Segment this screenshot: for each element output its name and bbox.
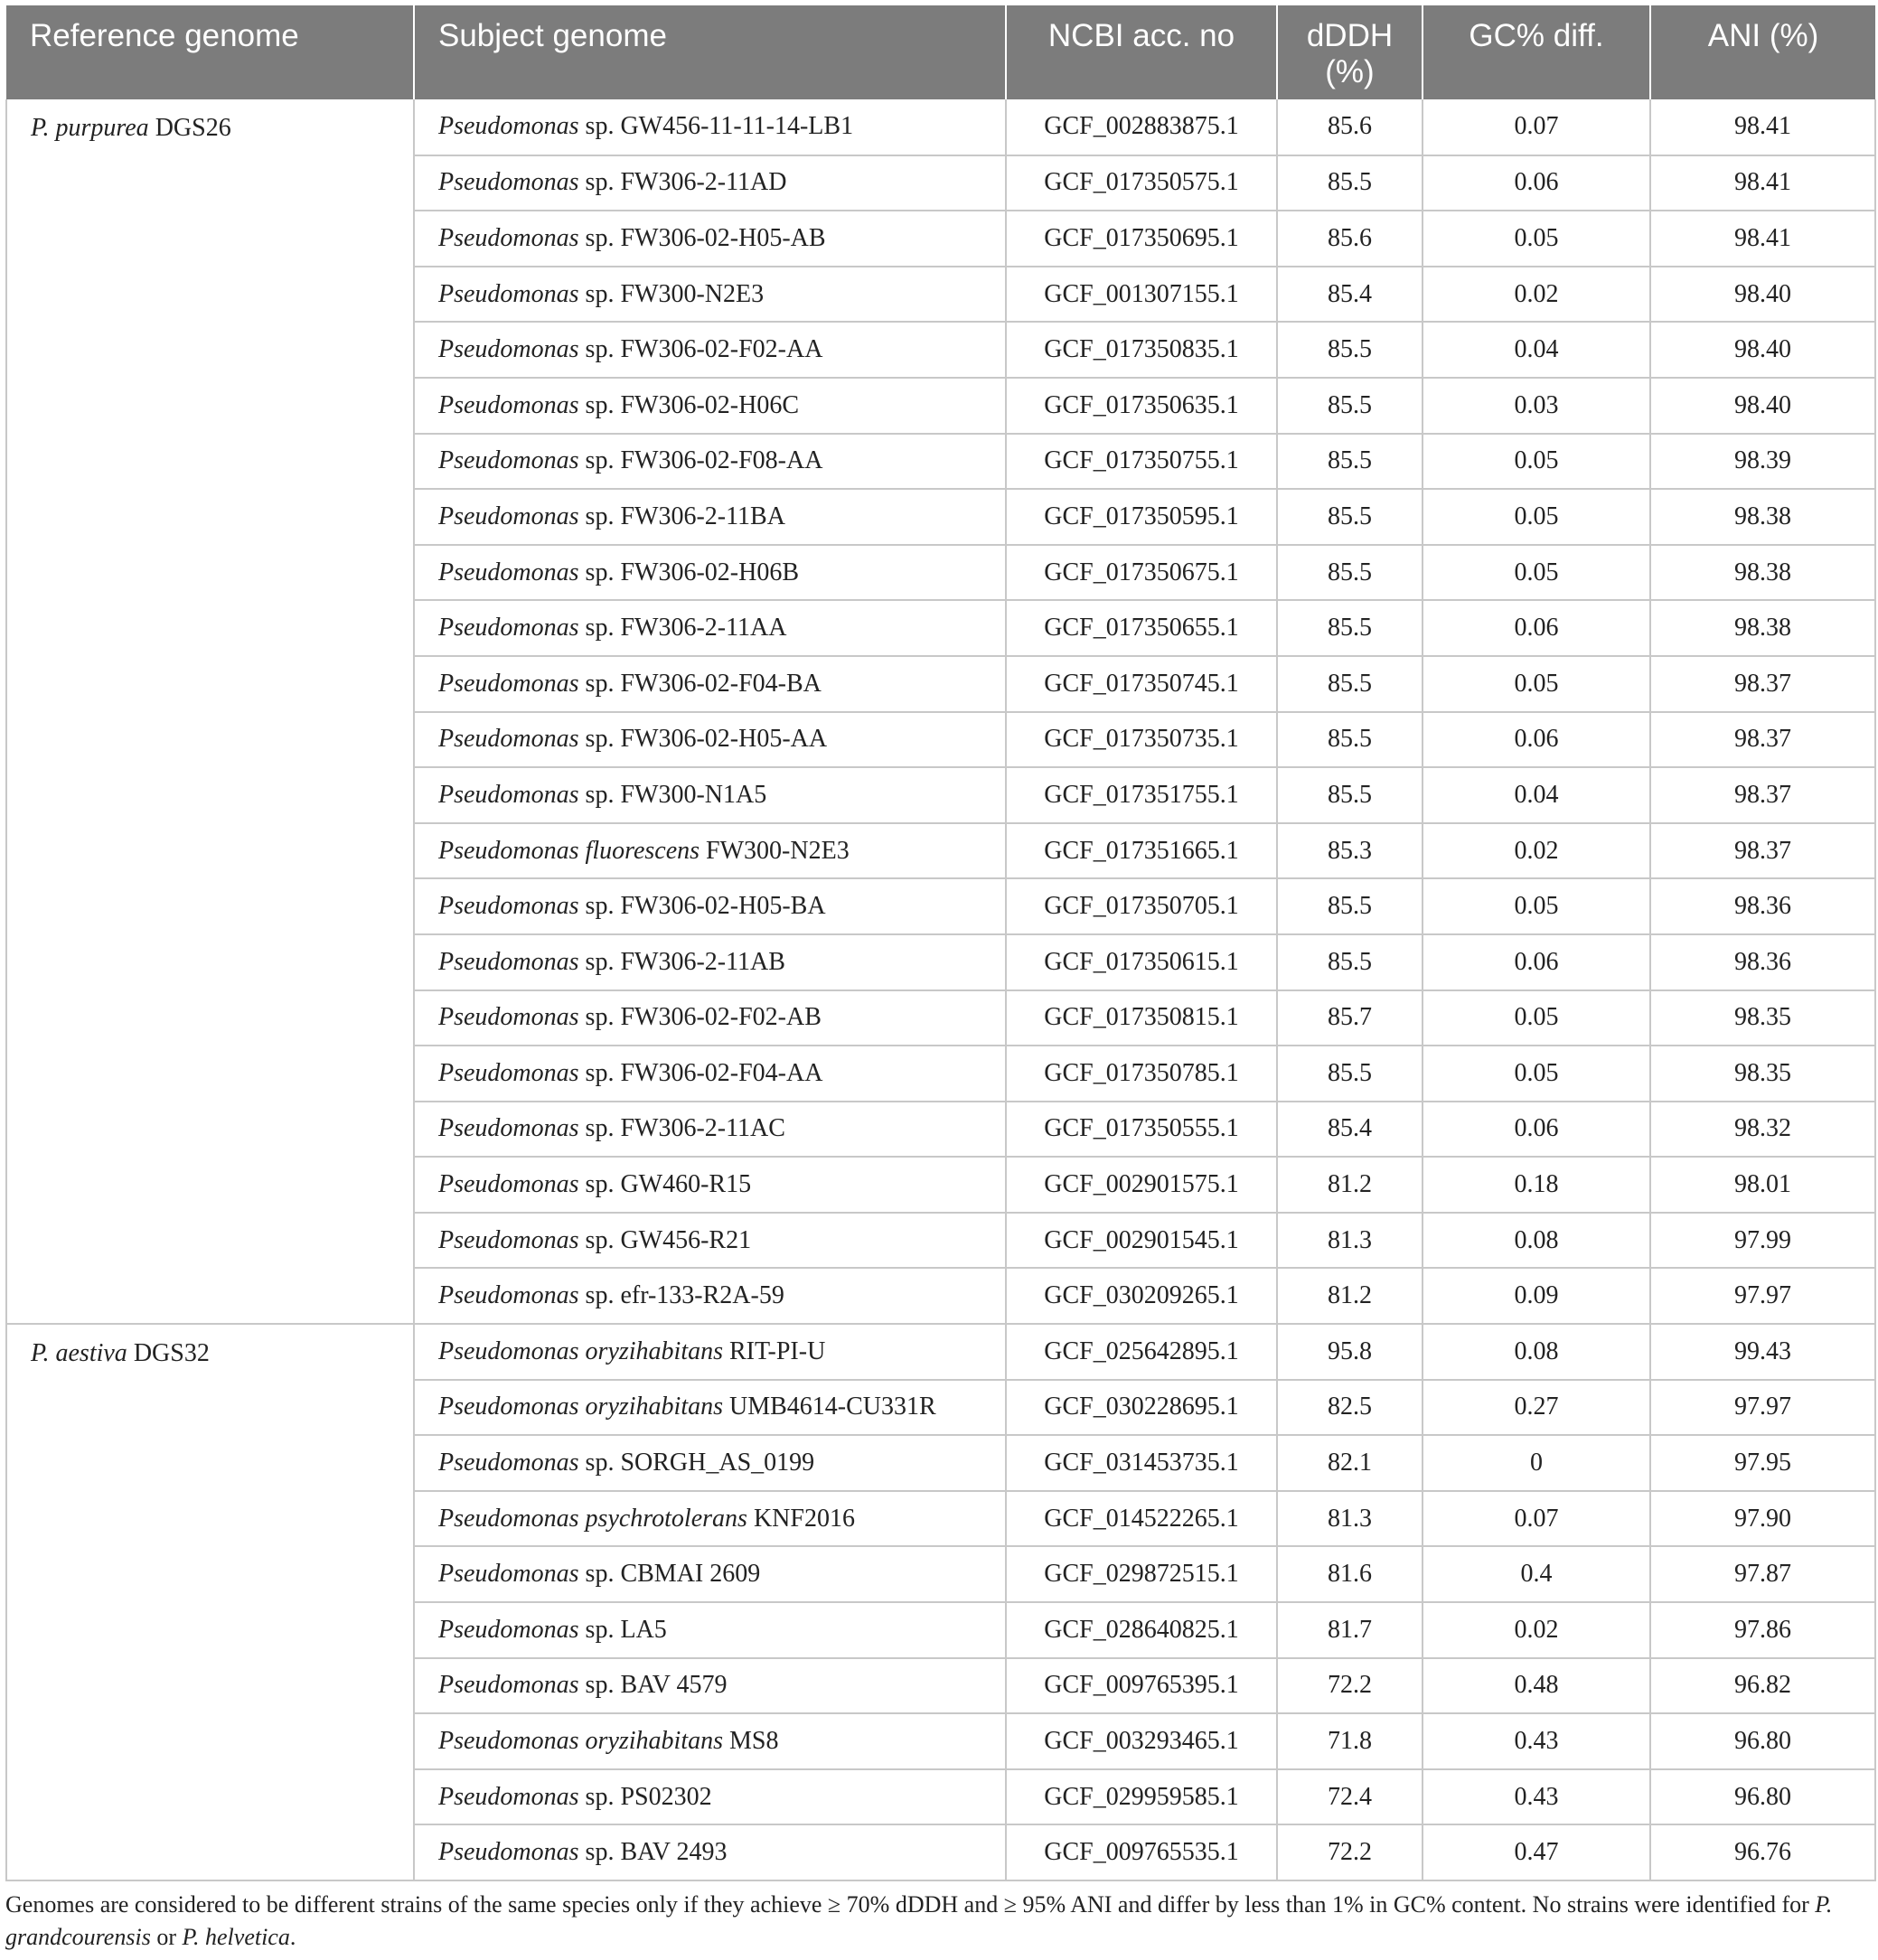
dddh-cell: 85.3: [1277, 823, 1423, 879]
dddh-cell: 81.3: [1277, 1213, 1423, 1269]
dddh-cell: 85.5: [1277, 656, 1423, 712]
subject-species: Pseudomonas: [438, 1170, 579, 1199]
subject-strain: sp. GW460-R15: [578, 1170, 752, 1199]
subject-strain: sp. FW306-2-11AB: [578, 947, 785, 976]
dddh-cell: 85.4: [1277, 1102, 1423, 1158]
ani-cell: 97.97: [1650, 1380, 1875, 1436]
gc-diff-cell: 0.04: [1423, 322, 1650, 378]
dddh-cell: 85.5: [1277, 934, 1423, 990]
subject-genome-cell: [414, 1157, 1006, 1213]
subject-genome-cell: [414, 545, 1006, 601]
dddh-cell: 85.6: [1277, 99, 1423, 155]
gc-diff-cell: 0.05: [1423, 489, 1650, 545]
ncbi-acc-cell: GCF_017350635.1: [1006, 378, 1277, 434]
subject-species: Pseudomonas: [438, 1114, 579, 1143]
gc-diff-cell: 0: [1423, 1435, 1650, 1491]
subject-strain: sp. FW306-2-11AA: [578, 614, 787, 642]
table-header: [6, 5, 1875, 99]
gc-diff-cell: 0.05: [1423, 434, 1650, 490]
ani-cell: 98.35: [1650, 1046, 1875, 1102]
gc-diff-cell: 0.02: [1423, 267, 1650, 323]
subject-strain: sp. FW300-N1A5: [578, 780, 767, 809]
ani-cell: 96.76: [1650, 1824, 1875, 1880]
subject-strain: MS8: [723, 1727, 779, 1756]
header-subject-genome: Subject genome: [414, 5, 1006, 99]
subject-strain: sp. FW306-2-11AD: [578, 168, 787, 197]
ncbi-acc-cell: GCF_017350575.1: [1006, 155, 1277, 211]
dddh-cell: 85.5: [1277, 712, 1423, 768]
reference-genome-cell: [6, 1324, 414, 1880]
subject-species: Pseudomonas fluorescens: [438, 836, 700, 865]
ncbi-acc-cell: GCF_017350755.1: [1006, 434, 1277, 490]
gc-diff-cell: 0.04: [1423, 767, 1650, 823]
subject-genome-cell: [414, 1435, 1006, 1491]
subject-strain: sp. FW306-02-H05-BA: [578, 892, 826, 921]
ncbi-acc-cell: GCF_017350675.1: [1006, 545, 1277, 601]
ani-cell: 98.39: [1650, 434, 1875, 490]
subject-strain: sp. GW456-11-11-14-LB1: [578, 112, 854, 141]
subject-genome-cell: [414, 99, 1006, 155]
subject-species: Pseudomonas: [438, 1671, 579, 1700]
dddh-cell: 85.5: [1277, 1046, 1423, 1102]
footnote-end: .: [289, 1924, 296, 1950]
dddh-cell: 85.5: [1277, 767, 1423, 823]
gc-diff-cell: 0.08: [1423, 1324, 1650, 1380]
ncbi-acc-cell: GCF_017350815.1: [1006, 990, 1277, 1046]
gc-diff-cell: 0.09: [1423, 1268, 1650, 1324]
subject-species: Pseudomonas: [438, 1838, 579, 1867]
subject-species: Pseudomonas: [438, 892, 579, 921]
gc-diff-cell: 0.05: [1423, 1046, 1650, 1102]
reference-genome-cell: [6, 99, 414, 1324]
dddh-cell: 82.5: [1277, 1380, 1423, 1436]
footnote-species-1: P. grandcourensis: [5, 1891, 1833, 1950]
gc-diff-cell: 0.43: [1423, 1713, 1650, 1769]
dddh-cell: 85.5: [1277, 878, 1423, 934]
gc-diff-cell: 0.05: [1423, 545, 1650, 601]
gc-diff-cell: 0.02: [1423, 1602, 1650, 1658]
subject-species: Pseudomonas: [438, 1281, 579, 1310]
subject-genome-cell: [414, 211, 1006, 267]
subject-genome-cell: [414, 155, 1006, 211]
ani-cell: 97.86: [1650, 1602, 1875, 1658]
dddh-cell: 85.6: [1277, 211, 1423, 267]
subject-species: Pseudomonas: [438, 446, 579, 475]
subject-species: Pseudomonas: [438, 390, 579, 419]
dddh-cell: 85.7: [1277, 990, 1423, 1046]
reference-strain: DGS26: [148, 114, 231, 142]
subject-strain: sp. efr-133-R2A-59: [578, 1281, 784, 1310]
subject-genome-cell: [414, 378, 1006, 434]
gc-diff-cell: 0.02: [1423, 823, 1650, 879]
header-dddh: dDDH (%): [1277, 5, 1423, 99]
subject-species: Pseudomonas: [438, 1560, 579, 1589]
subject-species: Pseudomonas: [438, 1225, 579, 1254]
subject-species: Pseudomonas: [438, 725, 579, 754]
ani-cell: 96.82: [1650, 1658, 1875, 1714]
ncbi-acc-cell: GCF_009765395.1: [1006, 1658, 1277, 1714]
subject-strain: sp. FW300-N2E3: [578, 279, 765, 308]
ncbi-acc-cell: GCF_002901545.1: [1006, 1213, 1277, 1269]
subject-strain: FW300-N2E3: [700, 836, 850, 865]
subject-strain: sp. FW306-02-H05-AA: [578, 725, 828, 754]
ncbi-acc-cell: GCF_002883875.1: [1006, 99, 1277, 155]
dddh-cell: 85.5: [1277, 600, 1423, 656]
ani-cell: 97.95: [1650, 1435, 1875, 1491]
dddh-cell: 81.7: [1277, 1602, 1423, 1658]
subject-strain: sp. GW456-R21: [578, 1225, 752, 1254]
subject-genome-cell: [414, 489, 1006, 545]
footnote-species-2: P. helvetica: [182, 1924, 290, 1950]
ncbi-acc-cell: GCF_017350745.1: [1006, 656, 1277, 712]
header-ncbi-acc: NCBI acc. no: [1006, 5, 1277, 99]
gc-diff-cell: 0.07: [1423, 1491, 1650, 1547]
dddh-cell: 72.4: [1277, 1769, 1423, 1825]
gc-diff-cell: 0.06: [1423, 712, 1650, 768]
dddh-cell: 82.1: [1277, 1435, 1423, 1491]
dddh-cell: 81.2: [1277, 1268, 1423, 1324]
ani-cell: 96.80: [1650, 1769, 1875, 1825]
subject-strain: sp. FW306-02-F02-AA: [578, 335, 823, 364]
subject-species: Pseudomonas: [438, 223, 579, 252]
reference-species: P. purpurea: [31, 114, 149, 142]
subject-genome-cell: [414, 1380, 1006, 1436]
ani-cell: 98.38: [1650, 489, 1875, 545]
dddh-cell: 81.6: [1277, 1546, 1423, 1602]
gc-diff-cell: 0.08: [1423, 1213, 1650, 1269]
table-row: [6, 1324, 1875, 1380]
ani-cell: 97.87: [1650, 1546, 1875, 1602]
dddh-cell: 72.2: [1277, 1824, 1423, 1880]
subject-genome-cell: [414, 1602, 1006, 1658]
gc-diff-cell: 0.05: [1423, 878, 1650, 934]
subject-species: Pseudomonas: [438, 614, 579, 642]
subject-genome-cell: [414, 600, 1006, 656]
ani-cell: 99.43: [1650, 1324, 1875, 1380]
subject-genome-cell: [414, 434, 1006, 490]
dddh-cell: 81.2: [1277, 1157, 1423, 1213]
dddh-cell: 71.8: [1277, 1713, 1423, 1769]
subject-genome-cell: [414, 656, 1006, 712]
subject-species: Pseudomonas oryzihabitans: [438, 1393, 723, 1421]
subject-genome-cell: [414, 1769, 1006, 1825]
ani-cell: 97.99: [1650, 1213, 1875, 1269]
ani-cell: 97.97: [1650, 1268, 1875, 1324]
ncbi-acc-cell: GCF_003293465.1: [1006, 1713, 1277, 1769]
reference-strain: DGS32: [127, 1339, 210, 1368]
dddh-cell: 85.5: [1277, 545, 1423, 601]
gc-diff-cell: 0.05: [1423, 990, 1650, 1046]
ncbi-acc-cell: GCF_025642895.1: [1006, 1324, 1277, 1380]
ani-cell: 98.37: [1650, 656, 1875, 712]
subject-strain: sp. FW306-02-H06B: [578, 558, 799, 586]
ncbi-acc-cell: GCF_017351665.1: [1006, 823, 1277, 879]
subject-genome-cell: [414, 1102, 1006, 1158]
table-body: [6, 99, 1875, 1880]
ani-cell: 98.32: [1650, 1102, 1875, 1158]
gc-diff-cell: 0.18: [1423, 1157, 1650, 1213]
ani-cell: 98.40: [1650, 322, 1875, 378]
subject-species: Pseudomonas: [438, 1003, 579, 1032]
reference-species: P. aestiva: [31, 1339, 127, 1368]
gc-diff-cell: 0.4: [1423, 1546, 1650, 1602]
ncbi-acc-cell: GCF_017350655.1: [1006, 600, 1277, 656]
subject-strain: sp. FW306-02-H05-AB: [578, 223, 826, 252]
ani-cell: 98.41: [1650, 99, 1875, 155]
subject-species: Pseudomonas: [438, 1615, 579, 1644]
dddh-cell: 85.5: [1277, 155, 1423, 211]
subject-strain: sp. BAV 2493: [578, 1838, 728, 1867]
subject-species: Pseudomonas psychrotolerans: [438, 1504, 747, 1533]
ani-cell: 98.38: [1650, 600, 1875, 656]
subject-strain: sp. PS02302: [578, 1782, 712, 1811]
header-row: [6, 5, 1875, 99]
ani-cell: 98.37: [1650, 767, 1875, 823]
subject-species: Pseudomonas: [438, 335, 579, 364]
ncbi-acc-cell: GCF_001307155.1: [1006, 267, 1277, 323]
ani-cell: 97.90: [1650, 1491, 1875, 1547]
subject-genome-cell: [414, 712, 1006, 768]
ncbi-acc-cell: GCF_028640825.1: [1006, 1602, 1277, 1658]
gc-diff-cell: 0.47: [1423, 1824, 1650, 1880]
gc-diff-cell: 0.03: [1423, 378, 1650, 434]
ani-cell: 98.40: [1650, 378, 1875, 434]
ani-cell: 98.36: [1650, 878, 1875, 934]
subject-genome-cell: [414, 1324, 1006, 1380]
subject-species: Pseudomonas: [438, 558, 579, 586]
subject-strain: KNF2016: [747, 1504, 855, 1533]
ncbi-acc-cell: GCF_017350595.1: [1006, 489, 1277, 545]
subject-genome-cell: [414, 1824, 1006, 1880]
ncbi-acc-cell: GCF_017350615.1: [1006, 934, 1277, 990]
gc-diff-cell: 0.48: [1423, 1658, 1650, 1714]
subject-genome-cell: [414, 878, 1006, 934]
gc-diff-cell: 0.43: [1423, 1769, 1650, 1825]
ani-cell: 98.37: [1650, 823, 1875, 879]
table-footnote: [5, 1889, 1874, 1954]
ani-cell: 96.80: [1650, 1713, 1875, 1769]
subject-strain: sp. FW306-02-F04-BA: [578, 669, 822, 698]
subject-strain: sp. BAV 4579: [578, 1671, 728, 1700]
subject-strain: sp. FW306-2-11BA: [578, 502, 785, 530]
ani-cell: 98.37: [1650, 712, 1875, 768]
ncbi-acc-cell: GCF_002901575.1: [1006, 1157, 1277, 1213]
subject-genome-cell: [414, 767, 1006, 823]
ncbi-acc-cell: GCF_017351755.1: [1006, 767, 1277, 823]
dddh-cell: 85.5: [1277, 434, 1423, 490]
gc-diff-cell: 0.05: [1423, 211, 1650, 267]
dddh-cell: 85.5: [1277, 322, 1423, 378]
ani-cell: 98.36: [1650, 934, 1875, 990]
ncbi-acc-cell: GCF_017350735.1: [1006, 712, 1277, 768]
ncbi-acc-cell: GCF_029872515.1: [1006, 1546, 1277, 1602]
ncbi-acc-cell: GCF_017350785.1: [1006, 1046, 1277, 1102]
ncbi-acc-cell: GCF_030228695.1: [1006, 1380, 1277, 1436]
subject-strain: sp. FW306-2-11AC: [578, 1114, 785, 1143]
subject-strain: sp. FW306-02-F04-AA: [578, 1058, 823, 1087]
subject-strain: sp. SORGH_AS_0199: [578, 1449, 815, 1477]
subject-genome-cell: [414, 1713, 1006, 1769]
gc-diff-cell: 0.06: [1423, 600, 1650, 656]
subject-genome-cell: [414, 1046, 1006, 1102]
subject-strain: sp. LA5: [578, 1615, 667, 1644]
subject-strain: sp. FW306-02-F02-AB: [578, 1003, 822, 1032]
subject-strain: sp. CBMAI 2609: [578, 1560, 761, 1589]
subject-strain: RIT-PI-U: [723, 1336, 826, 1365]
subject-species: Pseudomonas: [438, 502, 579, 530]
gc-diff-cell: 0.27: [1423, 1380, 1650, 1436]
ncbi-acc-cell: GCF_009765535.1: [1006, 1824, 1277, 1880]
subject-genome-cell: [414, 1658, 1006, 1714]
subject-genome-cell: [414, 1546, 1006, 1602]
subject-genome-cell: [414, 934, 1006, 990]
ani-cell: 98.01: [1650, 1157, 1875, 1213]
subject-strain: UMB4614-CU331R: [723, 1393, 936, 1421]
ncbi-acc-cell: GCF_031453735.1: [1006, 1435, 1277, 1491]
subject-species: Pseudomonas: [438, 1058, 579, 1087]
dddh-cell: 85.4: [1277, 267, 1423, 323]
ani-cell: 98.40: [1650, 267, 1875, 323]
ani-cell: 98.35: [1650, 990, 1875, 1046]
subject-genome-cell: [414, 1268, 1006, 1324]
subject-genome-cell: [414, 990, 1006, 1046]
ani-cell: 98.38: [1650, 545, 1875, 601]
subject-species: Pseudomonas: [438, 1449, 579, 1477]
subject-genome-cell: [414, 1491, 1006, 1547]
table-row: [6, 99, 1875, 155]
subject-species: Pseudomonas oryzihabitans: [438, 1336, 723, 1365]
subject-strain: sp. FW306-02-H06C: [578, 390, 799, 419]
genome-comparison-table: [5, 5, 1876, 1881]
footnote-or: or: [150, 1924, 183, 1950]
subject-species: Pseudomonas: [438, 669, 579, 698]
gc-diff-cell: 0.06: [1423, 155, 1650, 211]
dddh-cell: 85.5: [1277, 489, 1423, 545]
dddh-cell: 72.2: [1277, 1658, 1423, 1714]
ani-cell: 98.41: [1650, 155, 1875, 211]
subject-species: Pseudomonas oryzihabitans: [438, 1727, 723, 1756]
ani-cell: 98.41: [1650, 211, 1875, 267]
gc-diff-cell: 0.06: [1423, 934, 1650, 990]
subject-genome-cell: [414, 322, 1006, 378]
gc-diff-cell: 0.05: [1423, 656, 1650, 712]
ncbi-acc-cell: GCF_029959585.1: [1006, 1769, 1277, 1825]
subject-species: Pseudomonas: [438, 112, 579, 141]
subject-species: Pseudomonas: [438, 1782, 579, 1811]
subject-genome-cell: [414, 823, 1006, 879]
subject-genome-cell: [414, 267, 1006, 323]
gc-diff-cell: 0.06: [1423, 1102, 1650, 1158]
ncbi-acc-cell: GCF_030209265.1: [1006, 1268, 1277, 1324]
dddh-cell: 95.8: [1277, 1324, 1423, 1380]
ncbi-acc-cell: GCF_017350705.1: [1006, 878, 1277, 934]
ncbi-acc-cell: GCF_017350555.1: [1006, 1102, 1277, 1158]
ncbi-acc-cell: GCF_014522265.1: [1006, 1491, 1277, 1547]
subject-species: Pseudomonas: [438, 947, 579, 976]
ncbi-acc-cell: GCF_017350695.1: [1006, 211, 1277, 267]
header-ani: ANI (%): [1650, 5, 1875, 99]
subject-genome-cell: [414, 1213, 1006, 1269]
subject-species: Pseudomonas: [438, 168, 579, 197]
ncbi-acc-cell: GCF_017350835.1: [1006, 322, 1277, 378]
gc-diff-cell: 0.07: [1423, 99, 1650, 155]
table-container: [5, 5, 1874, 1881]
subject-strain: sp. FW306-02-F08-AA: [578, 446, 823, 475]
dddh-cell: 85.5: [1277, 378, 1423, 434]
dddh-cell: 81.3: [1277, 1491, 1423, 1547]
subject-species: Pseudomonas: [438, 279, 579, 308]
subject-species: Pseudomonas: [438, 780, 579, 809]
header-reference-genome: Reference genome: [6, 5, 414, 99]
footnote-text: Genomes are considered to be different strains of the same species only if they achieve ≥ 70% dDDH and ≥ 95% ANI and differ by less than 1% in GC% content. No strains were identified for: [5, 1891, 1816, 1918]
header-gc-diff: GC% diff.: [1423, 5, 1650, 99]
